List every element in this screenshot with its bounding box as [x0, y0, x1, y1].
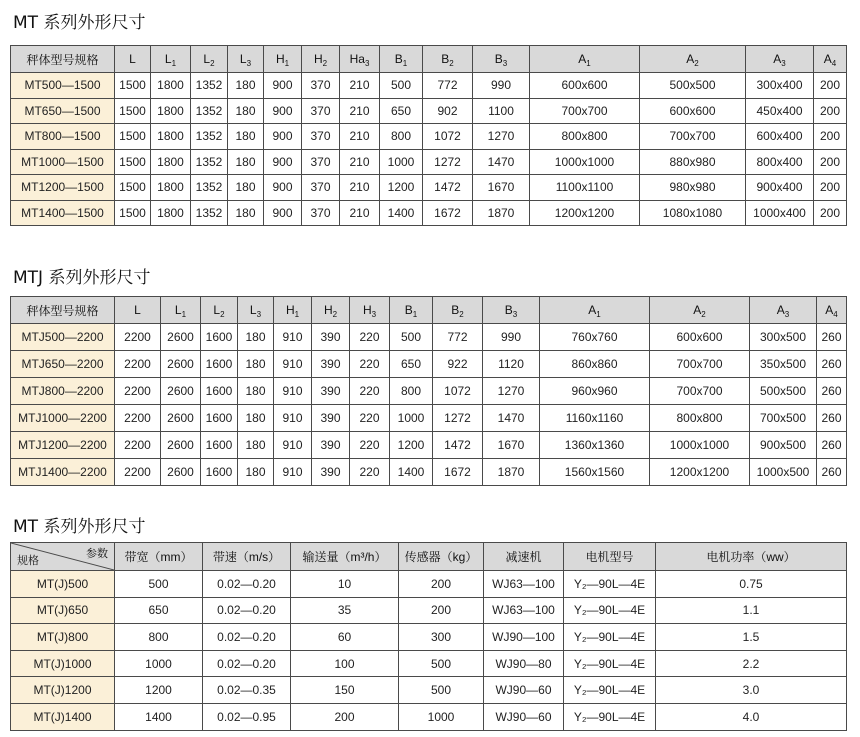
table-cell: 300x500 — [750, 324, 817, 351]
table-cell: 910 — [274, 432, 312, 459]
column-header: $L_3$ — [238, 297, 274, 324]
table-cell: 180 — [238, 324, 274, 351]
table-cell: 1500 — [115, 124, 151, 150]
table-row — [11, 624, 847, 651]
model-cell: MTJ500—2200 — [11, 324, 115, 351]
table-cell: 1500 — [115, 175, 151, 201]
column-header: $B_2$ — [423, 46, 473, 73]
model-cell: MT800—1500 — [11, 124, 115, 150]
table-cell: 650 — [115, 597, 203, 624]
table-cell: 35 — [291, 597, 399, 624]
table-cell: WJ90—60 — [484, 703, 564, 730]
table-cell: 900 — [264, 124, 302, 150]
table-cell: 1800 — [151, 149, 191, 175]
table-cell: Y₂—90L—4E — [564, 703, 656, 730]
column-header: 带速（m/s） — [203, 543, 291, 571]
table-cell: 500 — [380, 73, 423, 99]
table-cell: 1470 — [483, 405, 540, 432]
table-cell: 1000x400 — [746, 200, 814, 226]
table-cell: 1000 — [390, 405, 433, 432]
column-header: $L_1$ — [151, 46, 191, 73]
table-cell: 500 — [390, 324, 433, 351]
model-cell: MTJ1000—2200 — [11, 405, 115, 432]
table-cell: 1600 — [201, 432, 238, 459]
mt-parameter-table — [10, 542, 847, 731]
corner-param-label: 参数 — [86, 548, 108, 560]
table-cell: 0.02—0.20 — [203, 571, 291, 598]
table-cell: 910 — [274, 459, 312, 486]
table-cell: 180 — [228, 149, 264, 175]
table-cell: 1600 — [201, 324, 238, 351]
table-cell: 1800 — [151, 124, 191, 150]
table-cell: 2200 — [115, 324, 161, 351]
model-cell: MT500—1500 — [11, 73, 115, 99]
table-cell: 800x400 — [746, 149, 814, 175]
table-row — [11, 324, 847, 351]
table-cell: 1270 — [473, 124, 530, 150]
table-cell: 200 — [291, 703, 399, 730]
table-cell: 1200 — [115, 677, 203, 704]
table-cell: 1200 — [380, 175, 423, 201]
column-header: $Ha_3$ — [340, 46, 380, 73]
table-cell: 210 — [340, 73, 380, 99]
table-cell: 1500 — [115, 98, 151, 124]
table-cell: 180 — [228, 73, 264, 99]
table-cell: 200 — [814, 149, 847, 175]
table-cell: 700x700 — [650, 351, 750, 378]
column-header: $A_1$ — [530, 46, 640, 73]
table-cell: 210 — [340, 124, 380, 150]
table-cell: 2600 — [161, 351, 201, 378]
table-cell: 902 — [423, 98, 473, 124]
table-cell: 1120 — [483, 351, 540, 378]
table-cell: 210 — [340, 200, 380, 226]
table-cell: 772 — [423, 73, 473, 99]
table-cell: 1352 — [191, 200, 228, 226]
table-cell: 2600 — [161, 459, 201, 486]
table-row — [11, 175, 847, 201]
table-cell: 390 — [312, 378, 350, 405]
table-cell: 370 — [302, 175, 340, 201]
table-cell: 2600 — [161, 405, 201, 432]
table-cell: 1100 — [473, 98, 530, 124]
table-cell: 370 — [302, 124, 340, 150]
column-header: $B_2$ — [433, 297, 483, 324]
table-cell: 1560x1560 — [540, 459, 650, 486]
table-row — [11, 200, 847, 226]
table-cell: 1000x1000 — [530, 149, 640, 175]
column-header: $L_2$ — [201, 297, 238, 324]
table-cell: 1800 — [151, 200, 191, 226]
column-header: $B_3$ — [483, 297, 540, 324]
table-cell: 100 — [291, 650, 399, 677]
table-cell: 210 — [340, 175, 380, 201]
table-cell: 1200x1200 — [530, 200, 640, 226]
table-cell: 910 — [274, 324, 312, 351]
table-cell: 1072 — [423, 124, 473, 150]
table-cell: 500 — [399, 677, 484, 704]
table-row — [11, 378, 847, 405]
table-cell: 180 — [228, 175, 264, 201]
table-cell: 0.02—0.20 — [203, 650, 291, 677]
table-cell: 860x860 — [540, 351, 650, 378]
table-cell: 760x760 — [540, 324, 650, 351]
table-cell: 300 — [399, 624, 484, 651]
table-cell: WJ90—80 — [484, 650, 564, 677]
table-cell: 1800 — [151, 175, 191, 201]
column-header: $B_1$ — [380, 46, 423, 73]
table-cell: 650 — [380, 98, 423, 124]
table-cell: 0.02—0.20 — [203, 624, 291, 651]
table-cell: 1000x1000 — [650, 432, 750, 459]
table-cell: 800 — [115, 624, 203, 651]
table-cell: 900 — [264, 73, 302, 99]
column-header: $H_2$ — [302, 46, 340, 73]
table-cell: 390 — [312, 351, 350, 378]
table-row — [11, 677, 847, 704]
table-cell: 1200x1200 — [650, 459, 750, 486]
table-cell: 200 — [399, 571, 484, 598]
table-cell: 1500 — [115, 149, 151, 175]
table-cell: 180 — [238, 351, 274, 378]
model-cell: MT(J)500 — [11, 571, 115, 598]
table-cell: 370 — [302, 98, 340, 124]
table-cell: 1472 — [433, 432, 483, 459]
table-cell: 1800 — [151, 73, 191, 99]
table-cell: 1000x500 — [750, 459, 817, 486]
table-cell: 370 — [302, 149, 340, 175]
model-cell: MT1400—1500 — [11, 200, 115, 226]
table-cell: 880x980 — [640, 149, 746, 175]
table-cell: 1100x1100 — [530, 175, 640, 201]
model-cell: MT(J)1200 — [11, 677, 115, 704]
table-cell: 3.0 — [656, 677, 847, 704]
column-header: 秤体型号规格 — [11, 46, 115, 73]
table-cell: 1670 — [473, 175, 530, 201]
table-cell: 1500 — [115, 73, 151, 99]
table-cell: 2600 — [161, 432, 201, 459]
table-cell: 1672 — [433, 459, 483, 486]
table-cell: 260 — [817, 378, 847, 405]
table-cell: 180 — [238, 432, 274, 459]
table-cell: 210 — [340, 98, 380, 124]
table-cell: 1870 — [483, 459, 540, 486]
table-cell: 1400 — [390, 459, 433, 486]
table-cell: 390 — [312, 432, 350, 459]
table-cell: Y₂—90L—4E — [564, 597, 656, 624]
table-row — [11, 703, 847, 730]
table-cell: 2200 — [115, 405, 161, 432]
table-cell: 180 — [228, 124, 264, 150]
table-cell: 390 — [312, 324, 350, 351]
table-cell: 922 — [433, 351, 483, 378]
column-header: $B_3$ — [473, 46, 530, 73]
column-header: $A_3$ — [746, 46, 814, 73]
column-header: $H_2$ — [312, 297, 350, 324]
corner-header-cell — [11, 543, 115, 571]
table-cell: 1352 — [191, 98, 228, 124]
table-cell: 900 — [264, 175, 302, 201]
column-header: 秤体型号规格 — [11, 297, 115, 324]
column-header: 带宽（mm） — [115, 543, 203, 571]
table-cell: 990 — [483, 324, 540, 351]
table-row — [11, 149, 847, 175]
corner-spec-label: 规格 — [17, 555, 39, 567]
table-cell: 1000 — [115, 650, 203, 677]
table-cell: 220 — [350, 378, 390, 405]
table-cell: 1400 — [380, 200, 423, 226]
column-header: $H_1$ — [264, 46, 302, 73]
table-cell: Y₂—90L—4E — [564, 677, 656, 704]
table-cell: 700x500 — [750, 405, 817, 432]
table-cell: 500 — [115, 571, 203, 598]
table-cell: 210 — [340, 149, 380, 175]
table-cell: 1470 — [473, 149, 530, 175]
model-cell: MT1200—1500 — [11, 175, 115, 201]
column-header: 减速机 — [484, 543, 564, 571]
table-cell: WJ63—100 — [484, 571, 564, 598]
table-cell: 600x600 — [650, 324, 750, 351]
table-cell: 1600 — [201, 378, 238, 405]
table-cell: 1352 — [191, 149, 228, 175]
column-header: 输送量（m³/h） — [291, 543, 399, 571]
table-cell: 220 — [350, 351, 390, 378]
table-cell: 500x500 — [750, 378, 817, 405]
table-row — [11, 351, 847, 378]
column-header: L — [115, 297, 161, 324]
table-cell: 900 — [264, 149, 302, 175]
table-cell: 2200 — [115, 459, 161, 486]
table3-title: MT 系列外形尺寸 — [13, 517, 146, 537]
column-header: 传感器（kg） — [399, 543, 484, 571]
table-row — [11, 432, 847, 459]
model-cell: MT(J)650 — [11, 597, 115, 624]
table-cell: 1.1 — [656, 597, 847, 624]
model-cell: MT(J)1400 — [11, 703, 115, 730]
column-header: $A_4$ — [814, 46, 847, 73]
column-header: $L_2$ — [191, 46, 228, 73]
table-row — [11, 405, 847, 432]
table-cell: 1500 — [115, 200, 151, 226]
column-header: $A_1$ — [540, 297, 650, 324]
column-header: $A_2$ — [650, 297, 750, 324]
model-cell: MT650—1500 — [11, 98, 115, 124]
table-cell: 800 — [390, 378, 433, 405]
table-cell: 2200 — [115, 351, 161, 378]
table-cell: 260 — [817, 351, 847, 378]
table-cell: 260 — [817, 405, 847, 432]
table-cell: WJ90—60 — [484, 677, 564, 704]
model-cell: MTJ1200—2200 — [11, 432, 115, 459]
table-cell: 1472 — [423, 175, 473, 201]
table-row — [11, 571, 847, 598]
table-cell: 1870 — [473, 200, 530, 226]
model-cell: MTJ800—2200 — [11, 378, 115, 405]
table-cell: 0.75 — [656, 571, 847, 598]
model-cell: MT(J)800 — [11, 624, 115, 651]
table-cell: 200 — [814, 200, 847, 226]
table-cell: 300x400 — [746, 73, 814, 99]
table-cell: 220 — [350, 459, 390, 486]
table-cell: 1072 — [433, 378, 483, 405]
model-cell: MT1000—1500 — [11, 149, 115, 175]
table-cell: 260 — [817, 324, 847, 351]
table-cell: 450x400 — [746, 98, 814, 124]
table-cell: 500 — [399, 650, 484, 677]
table-cell: 900 — [264, 200, 302, 226]
table-cell: Y₂—90L—4E — [564, 650, 656, 677]
table-cell: 180 — [228, 98, 264, 124]
table-cell: 1672 — [423, 200, 473, 226]
table-cell: 2.2 — [656, 650, 847, 677]
model-cell: MTJ650—2200 — [11, 351, 115, 378]
table-cell: 220 — [350, 324, 390, 351]
table-cell: 772 — [433, 324, 483, 351]
table-row — [11, 98, 847, 124]
table-cell: 220 — [350, 405, 390, 432]
table-cell: 910 — [274, 351, 312, 378]
table-cell: 4.0 — [656, 703, 847, 730]
table-cell: 900x400 — [746, 175, 814, 201]
table-cell: 260 — [817, 459, 847, 486]
column-header: $A_4$ — [817, 297, 847, 324]
table-row — [11, 73, 847, 99]
column-header: $L_1$ — [161, 297, 201, 324]
table-cell: 2600 — [161, 378, 201, 405]
table-cell: 0.02—0.20 — [203, 597, 291, 624]
table-cell: 1352 — [191, 124, 228, 150]
table-cell: 0.02—0.95 — [203, 703, 291, 730]
table-cell: 600x600 — [530, 73, 640, 99]
table-cell: 200 — [814, 73, 847, 99]
table-cell: 1000 — [380, 149, 423, 175]
table-cell: 350x500 — [750, 351, 817, 378]
table-cell: 800x800 — [530, 124, 640, 150]
table-cell: 390 — [312, 459, 350, 486]
table-cell: Y₂—90L—4E — [564, 624, 656, 651]
table-cell: 1800 — [151, 98, 191, 124]
table-row — [11, 124, 847, 150]
table-cell: 1352 — [191, 73, 228, 99]
mt-dimension-table — [10, 45, 847, 226]
table-cell: 370 — [302, 200, 340, 226]
table-cell: 650 — [390, 351, 433, 378]
table-row — [11, 597, 847, 624]
table-cell: 1360x1360 — [540, 432, 650, 459]
table-cell: Y₂—90L—4E — [564, 571, 656, 598]
table-cell: 2200 — [115, 378, 161, 405]
table-cell: 1600 — [201, 351, 238, 378]
table1-title: MT 系列外形尺寸 — [13, 13, 146, 33]
table-cell: 1000 — [399, 703, 484, 730]
column-header: 电机型号 — [564, 543, 656, 571]
table-cell: 370 — [302, 73, 340, 99]
column-header: $A_2$ — [640, 46, 746, 73]
table-cell: 150 — [291, 677, 399, 704]
table-cell: 0.02—0.35 — [203, 677, 291, 704]
table-cell: 990 — [473, 73, 530, 99]
table-cell: 910 — [274, 378, 312, 405]
table-cell: 200 — [814, 175, 847, 201]
table-cell: 960x960 — [540, 378, 650, 405]
table-cell: WJ90—100 — [484, 624, 564, 651]
table-cell: 200 — [814, 124, 847, 150]
table-cell: 180 — [228, 200, 264, 226]
table-cell: 390 — [312, 405, 350, 432]
table-cell: 1272 — [423, 149, 473, 175]
table-cell: 1352 — [191, 175, 228, 201]
table-cell: 700x700 — [530, 98, 640, 124]
table-cell: 700x700 — [650, 378, 750, 405]
table-cell: 1.5 — [656, 624, 847, 651]
table-cell: 1400 — [115, 703, 203, 730]
table2-title: MTJ 系列外形尺寸 — [13, 268, 151, 288]
column-header: $A_3$ — [750, 297, 817, 324]
table-cell: 180 — [238, 405, 274, 432]
table-cell: 1270 — [483, 378, 540, 405]
column-header: 电机功率（ww） — [656, 543, 847, 571]
table-cell: 800x800 — [650, 405, 750, 432]
table-cell: 1600 — [201, 405, 238, 432]
table-cell: 1160x1160 — [540, 405, 650, 432]
table-cell: 180 — [238, 459, 274, 486]
table-cell: 1272 — [433, 405, 483, 432]
table-cell: 10 — [291, 571, 399, 598]
table-cell: 900 — [264, 98, 302, 124]
table-cell: 200 — [814, 98, 847, 124]
table-cell: 600x400 — [746, 124, 814, 150]
table-cell: 1600 — [201, 459, 238, 486]
table-cell: 1200 — [390, 432, 433, 459]
table-cell: 600x600 — [640, 98, 746, 124]
model-cell: MTJ1400—2200 — [11, 459, 115, 486]
model-cell: MT(J)1000 — [11, 650, 115, 677]
table-cell: 2200 — [115, 432, 161, 459]
table-cell: 260 — [817, 432, 847, 459]
column-header: L — [115, 46, 151, 73]
table-cell: 900x500 — [750, 432, 817, 459]
table-cell: 220 — [350, 432, 390, 459]
column-header: $L_3$ — [228, 46, 264, 73]
table-cell: 1670 — [483, 432, 540, 459]
table-cell: 200 — [399, 597, 484, 624]
table-cell: 500x500 — [640, 73, 746, 99]
column-header: $H_1$ — [274, 297, 312, 324]
table-cell: 60 — [291, 624, 399, 651]
table-cell: 910 — [274, 405, 312, 432]
table-row — [11, 650, 847, 677]
mtj-dimension-table — [10, 296, 847, 486]
column-header: $H_3$ — [350, 297, 390, 324]
column-header: $B_1$ — [390, 297, 433, 324]
table-cell: 700x700 — [640, 124, 746, 150]
table-cell: 980x980 — [640, 175, 746, 201]
table-cell: 800 — [380, 124, 423, 150]
table-cell: 2600 — [161, 324, 201, 351]
table-cell: 180 — [238, 378, 274, 405]
table-row — [11, 459, 847, 486]
table-cell: WJ63—100 — [484, 597, 564, 624]
table-cell: 1080x1080 — [640, 200, 746, 226]
